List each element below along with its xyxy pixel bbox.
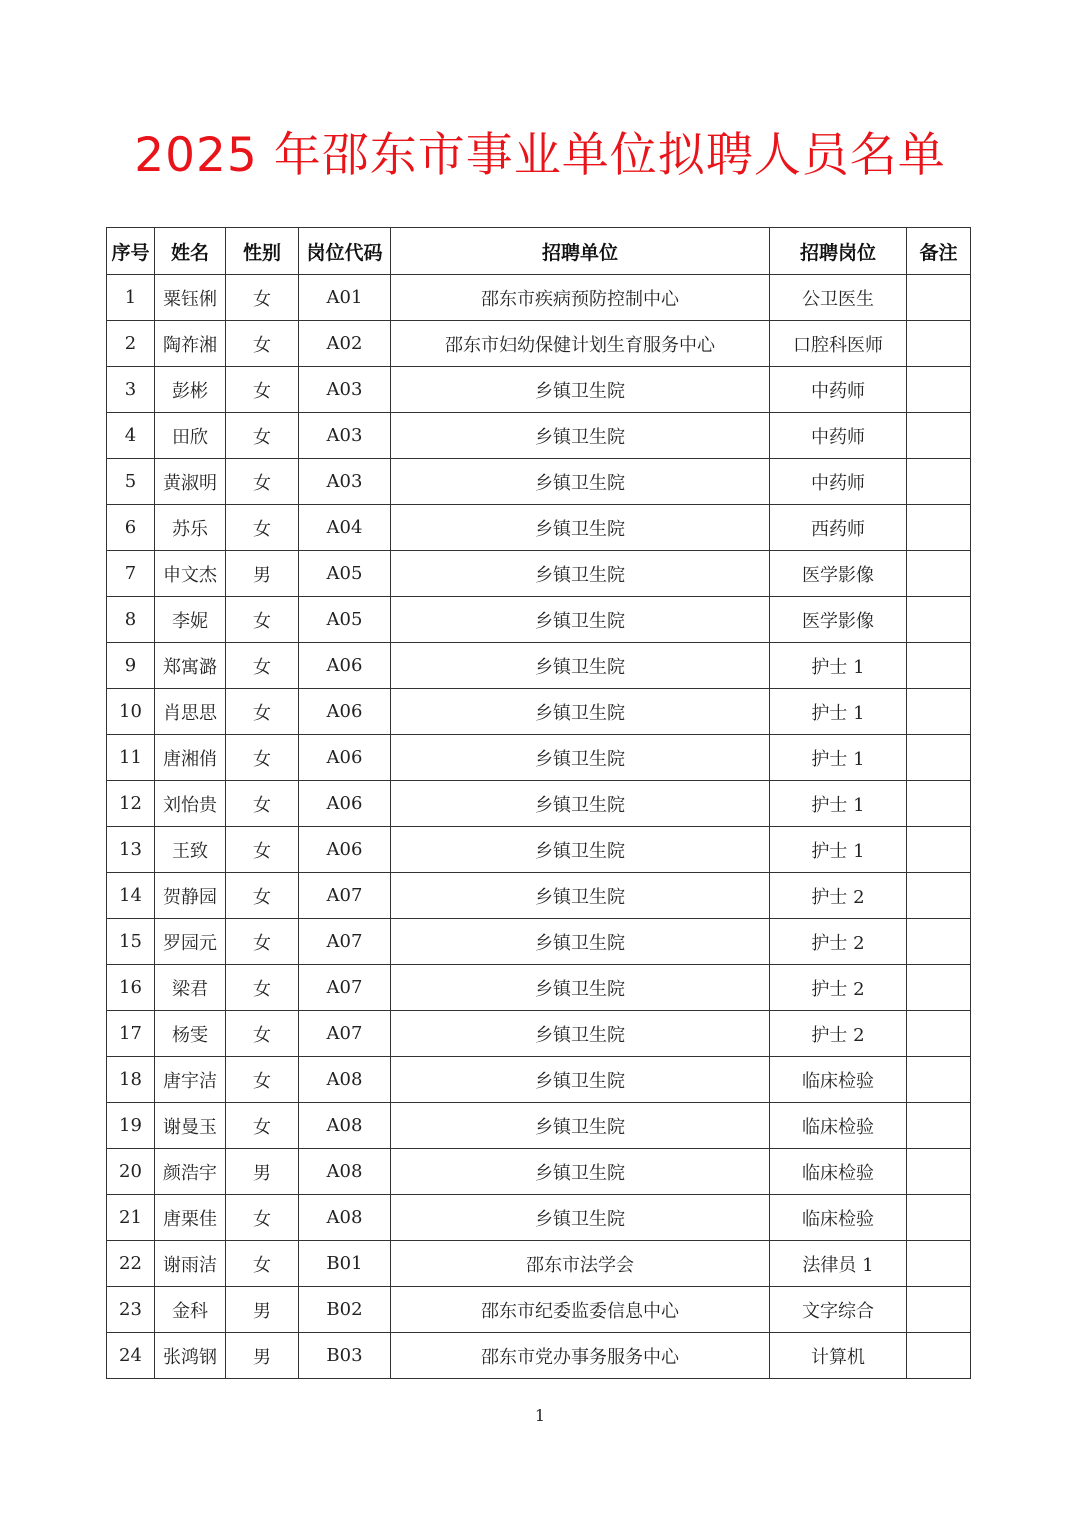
cell-index: 21: [107, 1195, 155, 1241]
cell-employer: 邵东市党办事务服务中心: [391, 1333, 770, 1379]
cell-post: 西药师: [770, 505, 907, 551]
cell-name: 申文杰: [155, 551, 226, 597]
cell-name: 谢曼玉: [155, 1103, 226, 1149]
cell-index: 20: [107, 1149, 155, 1195]
cell-post-code: A05: [299, 597, 391, 643]
cell-gender: 男: [226, 1333, 299, 1379]
cell-remarks: [907, 1057, 971, 1103]
cell-post: 临床检验: [770, 1057, 907, 1103]
cell-employer: 乡镇卫生院: [391, 1011, 770, 1057]
table-row: [107, 1333, 971, 1379]
cell-post: 计算机: [770, 1333, 907, 1379]
cell-remarks: [907, 1195, 971, 1241]
cell-post-code: A06: [299, 643, 391, 689]
cell-index: 17: [107, 1011, 155, 1057]
cell-index: 6: [107, 505, 155, 551]
cell-remarks: [907, 919, 971, 965]
cell-employer: 乡镇卫生院: [391, 1149, 770, 1195]
cell-index: 13: [107, 827, 155, 873]
cell-gender: 女: [226, 873, 299, 919]
cell-index: 5: [107, 459, 155, 505]
cell-remarks: [907, 275, 971, 321]
cell-post-code: A02: [299, 321, 391, 367]
cell-post-code: A08: [299, 1149, 391, 1195]
cell-post-code: B03: [299, 1333, 391, 1379]
cell-employer: 邵东市纪委监委信息中心: [391, 1287, 770, 1333]
cell-name: 刘怡贵: [155, 781, 226, 827]
table-row: [107, 643, 971, 689]
cell-index: 3: [107, 367, 155, 413]
cell-index: 9: [107, 643, 155, 689]
cell-employer: 乡镇卫生院: [391, 505, 770, 551]
cell-gender: 女: [226, 413, 299, 459]
cell-post-code: A03: [299, 459, 391, 505]
cell-post-code: A06: [299, 689, 391, 735]
table-row: [107, 1149, 971, 1195]
cell-post-code: A05: [299, 551, 391, 597]
table-row: [107, 597, 971, 643]
cell-index: 1: [107, 275, 155, 321]
header-cell-index: 序号: [107, 228, 155, 275]
cell-post-code: A03: [299, 413, 391, 459]
cell-index: 18: [107, 1057, 155, 1103]
cell-post: 公卫医生: [770, 275, 907, 321]
cell-index: 11: [107, 735, 155, 781]
cell-name: 彭彬: [155, 367, 226, 413]
cell-employer: 乡镇卫生院: [391, 873, 770, 919]
cell-employer: 乡镇卫生院: [391, 1195, 770, 1241]
table-row: [107, 321, 971, 367]
cell-name: 梁君: [155, 965, 226, 1011]
cell-index: 24: [107, 1333, 155, 1379]
cell-employer: 乡镇卫生院: [391, 643, 770, 689]
cell-name: 金科: [155, 1287, 226, 1333]
table-row: [107, 873, 971, 919]
cell-post: 口腔科医师: [770, 321, 907, 367]
cell-gender: 女: [226, 1057, 299, 1103]
cell-post: 护士 1: [770, 643, 907, 689]
cell-name: 唐湘俏: [155, 735, 226, 781]
cell-name: 陶祚湘: [155, 321, 226, 367]
table-row: [107, 1011, 971, 1057]
cell-post: 临床检验: [770, 1149, 907, 1195]
cell-employer: 乡镇卫生院: [391, 689, 770, 735]
table-header-row: [107, 228, 971, 275]
cell-remarks: [907, 1333, 971, 1379]
cell-index: 22: [107, 1241, 155, 1287]
cell-gender: 女: [226, 781, 299, 827]
table-row: [107, 1241, 971, 1287]
page-number: 1: [534, 1406, 546, 1425]
cell-post: 中药师: [770, 413, 907, 459]
table-row: [107, 1103, 971, 1149]
cell-remarks: [907, 873, 971, 919]
cell-gender: 女: [226, 735, 299, 781]
cell-employer: 邵东市疾病预防控制中心: [391, 275, 770, 321]
cell-employer: 乡镇卫生院: [391, 965, 770, 1011]
cell-post-code: A01: [299, 275, 391, 321]
cell-gender: 女: [226, 919, 299, 965]
header-cell-name: 姓名: [155, 228, 226, 275]
header-cell-employer: 招聘单位: [391, 228, 770, 275]
cell-remarks: [907, 1103, 971, 1149]
page-title: 2025 年邵东市事业单位拟聘人员名单: [134, 128, 946, 183]
cell-employer: 乡镇卫生院: [391, 827, 770, 873]
cell-name: 罗园元: [155, 919, 226, 965]
cell-post: 护士 2: [770, 919, 907, 965]
cell-post-code: A08: [299, 1195, 391, 1241]
cell-remarks: [907, 965, 971, 1011]
cell-gender: 女: [226, 597, 299, 643]
cell-name: 苏乐: [155, 505, 226, 551]
table-row: [107, 1195, 971, 1241]
cell-employer: 乡镇卫生院: [391, 367, 770, 413]
cell-remarks: [907, 689, 971, 735]
cell-post: 临床检验: [770, 1103, 907, 1149]
cell-post-code: B01: [299, 1241, 391, 1287]
cell-post-code: B02: [299, 1287, 391, 1333]
cell-employer: 乡镇卫生院: [391, 1057, 770, 1103]
cell-gender: 女: [226, 321, 299, 367]
cell-post-code: A08: [299, 1057, 391, 1103]
table-row: [107, 965, 971, 1011]
cell-post-code: A06: [299, 781, 391, 827]
cell-gender: 女: [226, 1011, 299, 1057]
cell-index: 8: [107, 597, 155, 643]
table-row: [107, 1287, 971, 1333]
cell-post: 护士 1: [770, 781, 907, 827]
cell-remarks: [907, 367, 971, 413]
cell-remarks: [907, 551, 971, 597]
cell-remarks: [907, 1149, 971, 1195]
cell-employer: 乡镇卫生院: [391, 919, 770, 965]
cell-post: 护士 2: [770, 873, 907, 919]
cell-remarks: [907, 781, 971, 827]
cell-gender: 女: [226, 367, 299, 413]
cell-post-code: A06: [299, 827, 391, 873]
cell-index: 14: [107, 873, 155, 919]
cell-index: 7: [107, 551, 155, 597]
cell-remarks: [907, 321, 971, 367]
cell-post: 中药师: [770, 459, 907, 505]
table-row: [107, 689, 971, 735]
cell-gender: 女: [226, 275, 299, 321]
cell-employer: 乡镇卫生院: [391, 735, 770, 781]
cell-post-code: A03: [299, 367, 391, 413]
cell-index: 4: [107, 413, 155, 459]
cell-employer: 乡镇卫生院: [391, 551, 770, 597]
cell-gender: 女: [226, 1103, 299, 1149]
cell-name: 李妮: [155, 597, 226, 643]
cell-remarks: [907, 505, 971, 551]
table-row: [107, 1057, 971, 1103]
cell-post: 护士 1: [770, 735, 907, 781]
cell-post: 医学影像: [770, 551, 907, 597]
cell-post: 医学影像: [770, 597, 907, 643]
cell-remarks: [907, 643, 971, 689]
cell-post: 临床检验: [770, 1195, 907, 1241]
cell-employer: 乡镇卫生院: [391, 597, 770, 643]
hire-list-table: [106, 227, 971, 1379]
cell-post-code: A07: [299, 965, 391, 1011]
cell-gender: 女: [226, 643, 299, 689]
cell-gender: 女: [226, 459, 299, 505]
cell-index: 12: [107, 781, 155, 827]
cell-gender: 女: [226, 505, 299, 551]
header-cell-post-code: 岗位代码: [299, 228, 391, 275]
cell-post-code: A07: [299, 873, 391, 919]
cell-name: 贺静园: [155, 873, 226, 919]
cell-remarks: [907, 597, 971, 643]
cell-employer: 乡镇卫生院: [391, 459, 770, 505]
cell-employer: 乡镇卫生院: [391, 413, 770, 459]
table-row: [107, 919, 971, 965]
cell-name: 肖思思: [155, 689, 226, 735]
cell-remarks: [907, 459, 971, 505]
cell-name: 谢雨洁: [155, 1241, 226, 1287]
cell-name: 田欣: [155, 413, 226, 459]
cell-remarks: [907, 827, 971, 873]
cell-name: 王致: [155, 827, 226, 873]
table-row: [107, 735, 971, 781]
table-row: [107, 781, 971, 827]
table-row: [107, 459, 971, 505]
cell-gender: 女: [226, 1241, 299, 1287]
header-cell-post: 招聘岗位: [770, 228, 907, 275]
cell-post: 护士 1: [770, 827, 907, 873]
cell-post-code: A08: [299, 1103, 391, 1149]
header-cell-gender: 性别: [226, 228, 299, 275]
cell-name: 唐栗佳: [155, 1195, 226, 1241]
cell-post: 法律员 1: [770, 1241, 907, 1287]
cell-remarks: [907, 1287, 971, 1333]
cell-gender: 女: [226, 1195, 299, 1241]
cell-index: 15: [107, 919, 155, 965]
table-row: [107, 505, 971, 551]
cell-post: 护士 2: [770, 965, 907, 1011]
header-cell-remarks: 备注: [907, 228, 971, 275]
table-body: [107, 275, 971, 1379]
cell-post-code: A06: [299, 735, 391, 781]
cell-remarks: [907, 1241, 971, 1287]
cell-gender: 男: [226, 551, 299, 597]
cell-gender: 男: [226, 1287, 299, 1333]
cell-gender: 女: [226, 827, 299, 873]
cell-employer: 邵东市妇幼保健计划生育服务中心: [391, 321, 770, 367]
cell-index: 19: [107, 1103, 155, 1149]
cell-name: 粟钰俐: [155, 275, 226, 321]
cell-remarks: [907, 735, 971, 781]
cell-gender: 女: [226, 965, 299, 1011]
table-row: [107, 367, 971, 413]
cell-name: 郑寓潞: [155, 643, 226, 689]
cell-index: 23: [107, 1287, 155, 1333]
cell-post: 护士 1: [770, 689, 907, 735]
cell-index: 16: [107, 965, 155, 1011]
table-row: [107, 413, 971, 459]
cell-employer: 乡镇卫生院: [391, 781, 770, 827]
cell-name: 唐宇洁: [155, 1057, 226, 1103]
cell-employer: 邵东市法学会: [391, 1241, 770, 1287]
cell-index: 10: [107, 689, 155, 735]
cell-name: 杨雯: [155, 1011, 226, 1057]
cell-post: 中药师: [770, 367, 907, 413]
cell-gender: 男: [226, 1149, 299, 1195]
cell-post-code: A04: [299, 505, 391, 551]
cell-index: 2: [107, 321, 155, 367]
table-row: [107, 551, 971, 597]
cell-post: 文字综合: [770, 1287, 907, 1333]
cell-gender: 女: [226, 689, 299, 735]
cell-remarks: [907, 413, 971, 459]
cell-name: 黄淑明: [155, 459, 226, 505]
cell-employer: 乡镇卫生院: [391, 1103, 770, 1149]
cell-post-code: A07: [299, 1011, 391, 1057]
table-row: [107, 827, 971, 873]
table-row: [107, 275, 971, 321]
cell-post-code: A07: [299, 919, 391, 965]
cell-name: 颜浩宇: [155, 1149, 226, 1195]
cell-remarks: [907, 1011, 971, 1057]
cell-name: 张鸿钢: [155, 1333, 226, 1379]
cell-post: 护士 2: [770, 1011, 907, 1057]
